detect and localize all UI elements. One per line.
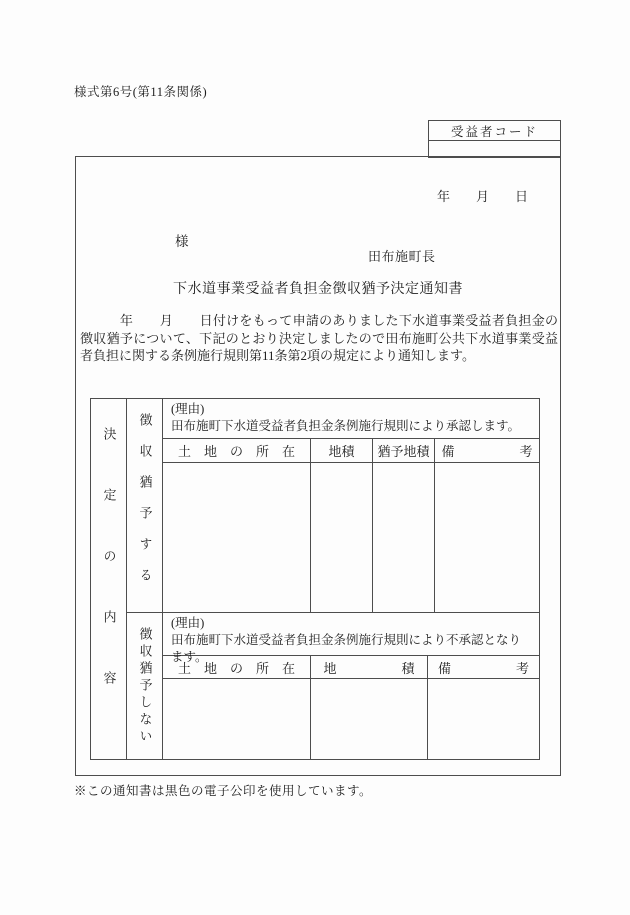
reject-area-cell (311, 679, 428, 759)
approve-reason-cell (163, 399, 539, 439)
approve-remarks-cell (435, 463, 539, 613)
reject-reason-text: 田布施町下水道受益者負担金条例施行規則により不承認となります。 (171, 633, 522, 664)
reject-location-cell (163, 679, 311, 759)
approve-header-location: 土 地 の 所 在 (163, 439, 311, 463)
approve-area-cell (311, 463, 373, 613)
approve-section-header-cell (127, 399, 163, 613)
approve-header-deferred-area: 猶予地積 (373, 439, 435, 463)
reject-section-label: 徴収猶予しない (137, 626, 153, 746)
issue-date-line: 年 月 日 (437, 189, 529, 204)
reject-header-area: 地 積 (311, 656, 428, 679)
reject-header-remarks: 備 考 (428, 656, 539, 679)
approve-header-remarks: 備 考 (435, 439, 539, 463)
decision-content-header-label: 決定の内容 (101, 426, 117, 732)
document-title: 下水道事業受益者負担金徴収猶予決定通知書 (173, 282, 463, 297)
reject-reason-cell (163, 613, 539, 664)
reject-section-header-cell (127, 613, 163, 759)
body-paragraph: 年 月 日付けをもって申請のありました下水道事業受益者負担金の徴収猶予について、下記のとおり決定しましたので田布施町公共下水道事業受益者負担に関する条例施行規則第11条第2項の規定により通知します。 (80, 313, 558, 364)
addressee-honorific: 様 (175, 234, 189, 249)
beneficiary-code-box (428, 120, 561, 158)
approve-section-label: 徴収猶予する (137, 412, 153, 599)
beneficiary-code-value-cell (429, 141, 560, 157)
approve-location-cell (163, 463, 311, 613)
form-number-label: 様式第6号(第11条関係) (74, 85, 208, 99)
reject-header-location: 土 地 の 所 在 (163, 656, 311, 679)
approve-header-area: 地積 (311, 439, 373, 463)
decision-table (90, 398, 540, 760)
reject-reason-label: (理由) (171, 616, 205, 630)
beneficiary-code-label: 受益者コード (429, 121, 560, 141)
approve-reason-text: 田布施町下水道受益者負担金条例施行規則により承認します。 (171, 419, 521, 433)
sender-title: 田布施町長 (368, 249, 436, 264)
footer-note: ※この通知書は黒色の電子公印を使用しています。 (74, 784, 373, 798)
approve-deferred-area-cell (373, 463, 435, 613)
reject-remarks-cell (428, 679, 539, 759)
decision-content-header-cell (91, 399, 127, 759)
approve-reason-label: (理由) (171, 402, 205, 416)
